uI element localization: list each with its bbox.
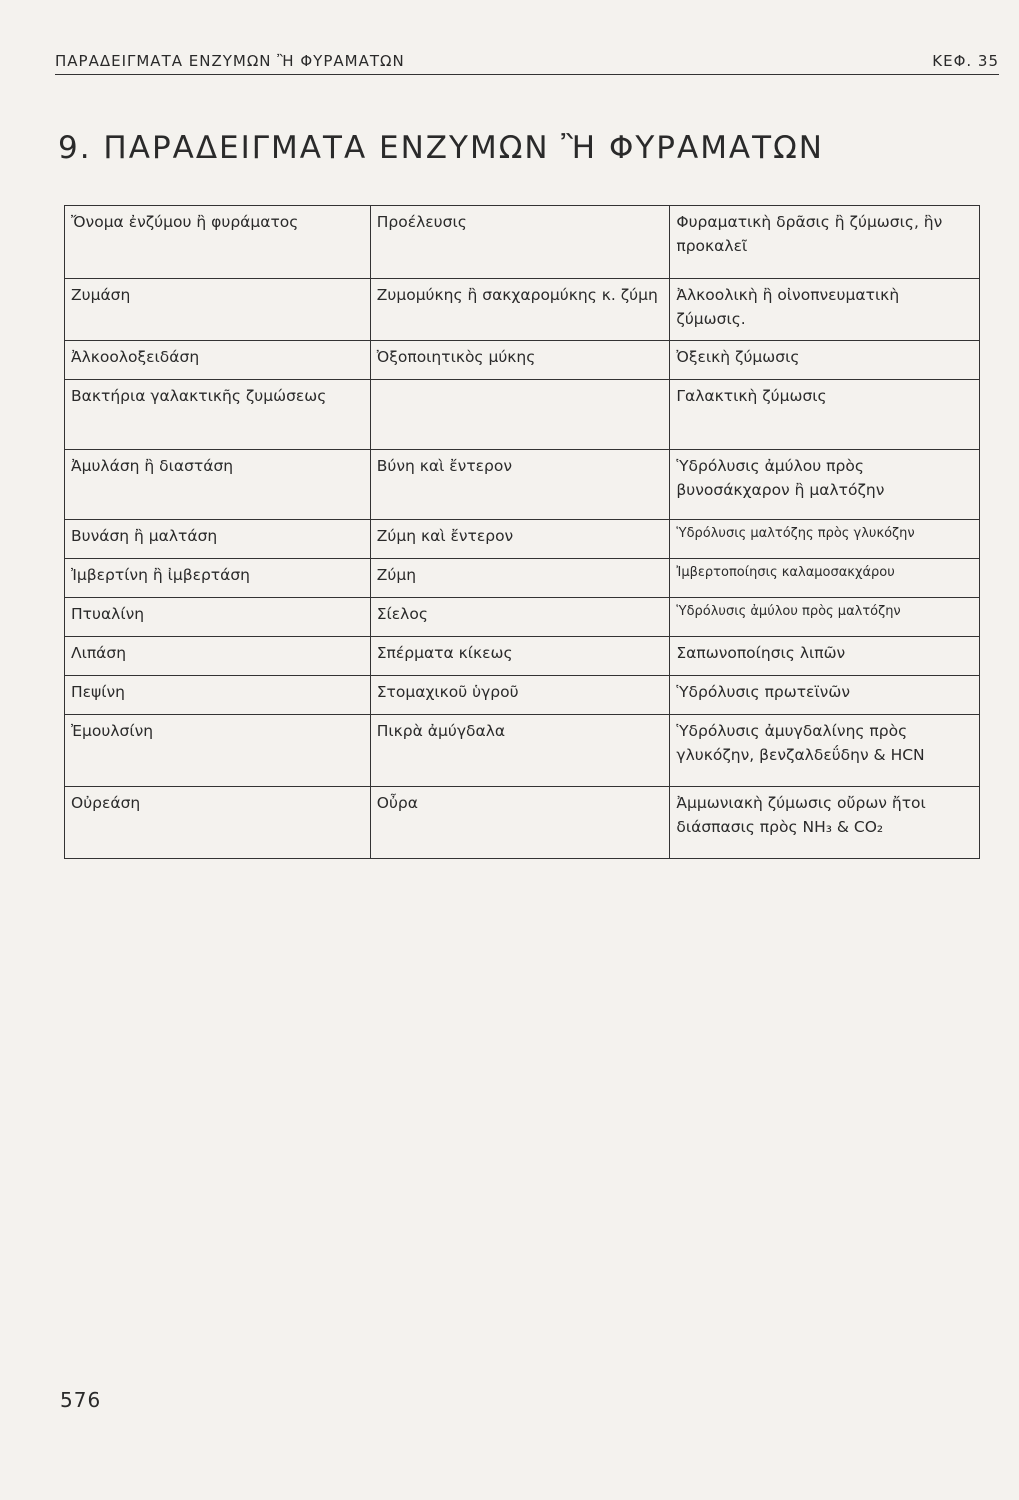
table-row: [65, 715, 980, 787]
origin-cell: [370, 380, 670, 450]
enzyme-name-cell: Ἀμυλάση ἢ διαστάση: [65, 450, 371, 520]
table-row: [65, 380, 980, 450]
table-row: [65, 598, 980, 637]
action-cell: Ἀμμωνιακὴ ζύμωσις οὔρων ἤτοι διάσπασις πρὸς NH₃ & CO₂: [670, 787, 980, 859]
chapter-label: ΚΕΦ. 35: [932, 52, 999, 70]
origin-cell: Σπέρματα κίκεως: [370, 637, 670, 676]
table-row: [65, 341, 980, 380]
table-row: [65, 279, 980, 341]
origin-cell: Βύνη καὶ ἔντερον: [370, 450, 670, 520]
enzyme-name-cell: Λιπάση: [65, 637, 371, 676]
running-header-title: ΠΑΡΑΔΕΙΓΜΑΤΑ ΕΝΖΥΜΩΝ Ἢ ΦΥΡΑΜΑΤΩΝ: [55, 52, 405, 70]
enzyme-name-cell: Ἰμβερτίνη ἢ ἰμβερτάση: [65, 559, 371, 598]
origin-cell: Σίελος: [370, 598, 670, 637]
origin-cell: Ζυμομύκης ἢ σακχαρομύκης κ. ζύμη: [370, 279, 670, 341]
enzyme-name-cell: Οὐρεάση: [65, 787, 371, 859]
origin-cell: Στομαχικοῦ ὑγροῦ: [370, 676, 670, 715]
action-cell: Ὀξεικὴ ζύμωσις: [670, 341, 980, 380]
table-row: [65, 637, 980, 676]
origin-cell: Πικρὰ ἀμύγδαλα: [370, 715, 670, 787]
action-cell: Ἀλκοολικὴ ἢ οἰνοπνευματικὴ ζύμωσις.: [670, 279, 980, 341]
action-cell: Ἰμβερτοποίησις καλαμοσακχάρου: [670, 559, 980, 598]
enzyme-name-cell: Ἐμουλσίνη: [65, 715, 371, 787]
table-row: [65, 676, 980, 715]
enzyme-name-cell: Ζυμάση: [65, 279, 371, 341]
action-cell: Ὑδρόλυσις ἀμύλου πρὸς βυνοσάκχαρον ἢ μαλτόζην: [670, 450, 980, 520]
origin-cell: Ὀξοποιητικὸς μύκης: [370, 341, 670, 380]
table-row: [65, 787, 980, 859]
origin-cell: Οὖρα: [370, 787, 670, 859]
page-number: 576: [60, 1388, 102, 1412]
header-cell-name: Ὄνομα ἐνζύμου ἢ φυράματος: [65, 206, 371, 279]
enzyme-name-cell: Ἀλκοολοξειδάση: [65, 341, 371, 380]
header-cell-origin: Προέλευσις: [370, 206, 670, 279]
enzyme-name-cell: Πτυαλίνη: [65, 598, 371, 637]
table-row: [65, 559, 980, 598]
action-cell: Γαλακτικὴ ζύμωσις: [670, 380, 980, 450]
action-cell: Ὑδρόλυσις μαλτόζης πρὸς γλυκόζην: [670, 520, 980, 559]
action-cell: Σαπωνοποίησις λιπῶν: [670, 637, 980, 676]
table-header-row: [65, 206, 980, 279]
action-cell: Ὑδρόλυσις ἀμύλου πρὸς μαλτόζην: [670, 598, 980, 637]
origin-cell: Ζύμη καὶ ἔντερον: [370, 520, 670, 559]
table-row: [65, 520, 980, 559]
enzyme-name-cell: Πεψίνη: [65, 676, 371, 715]
action-cell: Ὑδρόλυσις ἀμυγδαλίνης πρὸς γλυκόζην, βενζαλδεΰδην & HCN: [670, 715, 980, 787]
header-cell-action: Φυραματικὴ δρᾶσις ἢ ζύμωσις, ἣν προκαλεῖ: [670, 206, 980, 279]
table-row: [65, 450, 980, 520]
section-title: 9. ΠΑΡΑΔΕΙΓΜΑΤΑ ΕΝΖΥΜΩΝ Ἢ ΦΥΡΑΜΑΤΩΝ: [58, 130, 824, 166]
enzyme-table: [64, 205, 980, 859]
running-header: [55, 52, 999, 75]
origin-cell: Ζύμη: [370, 559, 670, 598]
enzyme-name-cell: Βακτήρια γαλακτικῆς ζυμώσεως: [65, 380, 371, 450]
action-cell: Ὑδρόλυσις πρωτεϊνῶν: [670, 676, 980, 715]
enzyme-name-cell: Βυνάση ἢ μαλτάση: [65, 520, 371, 559]
